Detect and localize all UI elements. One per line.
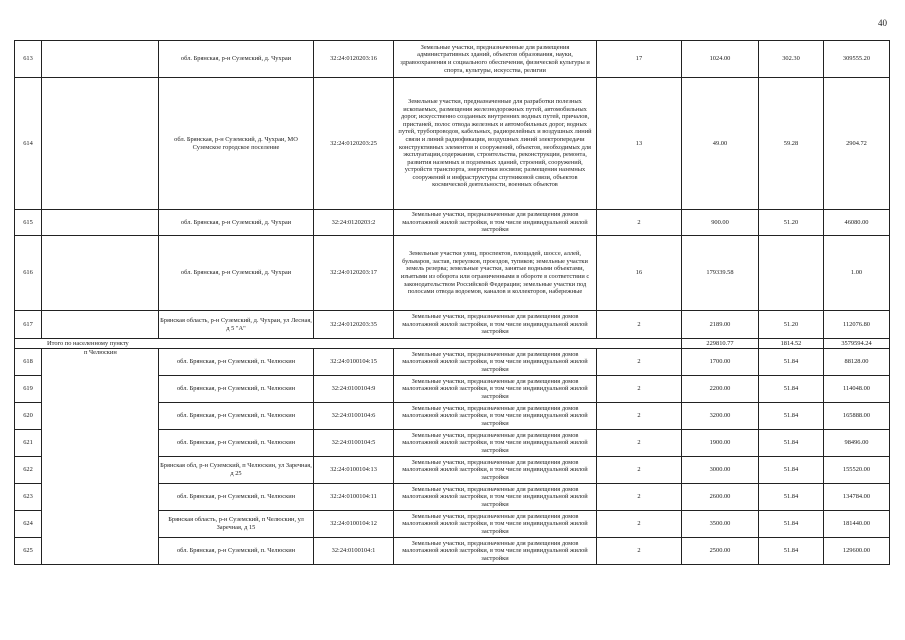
land-use-code: 2: [597, 430, 682, 457]
row-number: 617: [15, 311, 42, 339]
address-cell: обл. Брянская, р-н Суземский, п. Челюскин: [159, 349, 314, 376]
area-cell: 2600.00: [682, 484, 759, 511]
land-use-cell: Земельные участки, предназначенные для размещения административных зданий, объектов образования, науки, здравоохранения и социального обеспечения, физической культуры и спорта, культуры, искусства, религии: [394, 41, 597, 78]
area-cell: 1024.00: [682, 41, 759, 78]
cadastral-number: 32:24:0120203:16: [314, 41, 394, 78]
land-use-cell: Земельные участки, предназначенные для размещения домов малоэтажной жилой застройки, в том числе индивидуальной жилой застройки: [394, 430, 597, 457]
land-use-code: 2: [597, 376, 682, 403]
cadastral-number: 32:24:0100104:5: [314, 430, 394, 457]
cadastral-value-cell: 155520.00: [824, 457, 890, 484]
land-use-cell: Земельные участки, предназначенные для размещения домов малоэтажной жилой застройки, в том числе индивидуальной жилой застройки: [394, 403, 597, 430]
land-use-cell: Земельные участки, предназначенные для размещения домов малоэтажной жилой застройки, в том числе индивидуальной жилой застройки: [394, 376, 597, 403]
area-cell: 1700.00: [682, 349, 759, 376]
land-use-cell: Земельные участки, предназначенные для размещения домов малоэтажной жилой застройки, в том числе индивидуальной жилой застройки: [394, 484, 597, 511]
row-number: 622: [15, 457, 42, 484]
row-number: 625: [15, 538, 42, 565]
row-number: 615: [15, 210, 42, 236]
rate-cell: 51.20: [759, 311, 824, 339]
address-cell: Брянская обл, р-н Суземский, п Челюскин, ул Заречная, д 25: [159, 457, 314, 484]
total-value: 3579594.24: [824, 339, 890, 349]
settlement-label: п Челюскин: [42, 349, 159, 565]
area-cell: 3000.00: [682, 457, 759, 484]
address-cell: обл. Брянская, р-н Суземский, д. Чухраи: [159, 210, 314, 236]
area-cell: 3500.00: [682, 511, 759, 538]
rate-cell: 51.84: [759, 511, 824, 538]
land-use-code: 2: [597, 538, 682, 565]
cadastral-number: 32:24:0100104:13: [314, 457, 394, 484]
row-number: 624: [15, 511, 42, 538]
table-row: [15, 311, 890, 339]
address-cell: обл. Брянская, р-н Суземский, д. Чухраи: [159, 41, 314, 78]
area-cell: 900.00: [682, 210, 759, 236]
total-area: 229810.77: [682, 339, 759, 349]
rate-cell: 59.28: [759, 78, 824, 210]
land-use-cell: Земельные участки, предназначенные для размещения домов малоэтажной жилой застройки, в том числе индивидуальной жилой застройки: [394, 538, 597, 565]
table-row: [15, 41, 890, 78]
table-row: [15, 210, 890, 236]
rate-cell: 51.84: [759, 484, 824, 511]
row-number: 616: [15, 236, 42, 311]
area-cell: 2200.00: [682, 376, 759, 403]
land-use-cell: Земельные участки, предназначенные для размещения домов малоэтажной жилой застройки, в том числе индивидуальной жилой застройки: [394, 511, 597, 538]
cadastral-number: 32:24:0100104:9: [314, 376, 394, 403]
area-cell: 2500.00: [682, 538, 759, 565]
land-use-cell: Земельные участки, предназначенные для размещения домов малоэтажной жилой застройки, в том числе индивидуальной жилой застройки: [394, 210, 597, 236]
area-cell: 3200.00: [682, 403, 759, 430]
land-use-code: 2: [597, 484, 682, 511]
land-use-code: 16: [597, 236, 682, 311]
cadastral-value-cell: 309555.20: [824, 41, 890, 78]
blank-cell: [42, 210, 159, 236]
table-row: [15, 236, 890, 311]
address-cell: обл. Брянская, р-н Суземский, п. Челюскин: [159, 484, 314, 511]
total-rate: 1814.52: [759, 339, 824, 349]
address-cell: обл. Брянская, р-н Суземский, п. Челюскин: [159, 376, 314, 403]
rate-cell: 302.30: [759, 41, 824, 78]
page-number: 40: [878, 18, 887, 28]
cadastral-value-cell: 114048.00: [824, 376, 890, 403]
rate-cell: 51.84: [759, 457, 824, 484]
land-use-cell: Земельные участки, предназначенные для размещения домов малоэтажной жилой застройки, в том числе индивидуальной жилой застройки: [394, 349, 597, 376]
land-use-cell: Земельные участки, предназначенные для размещения домов малоэтажной жилой застройки, в том числе индивидуальной жилой застройки: [394, 311, 597, 339]
address-cell: Брянская область, р-н Суземский, п Челюскин, ул Заречная, д 15: [159, 511, 314, 538]
rate-cell: 51.84: [759, 376, 824, 403]
address-cell: обл. Брянская, р-н Суземский, п. Челюскин: [159, 538, 314, 565]
land-use-code: 13: [597, 78, 682, 210]
cadastral-number: 32:24:0120203:17: [314, 236, 394, 311]
blank-cell: [42, 78, 159, 210]
rate-cell: [759, 236, 824, 311]
row-number: 618: [15, 349, 42, 376]
cadastral-number: 32:24:0100104:6: [314, 403, 394, 430]
cadastral-number: 32:24:0100104:12: [314, 511, 394, 538]
cadastral-value-table: [14, 40, 890, 565]
cadastral-number: 32:24:0120203:35: [314, 311, 394, 339]
rate-cell: 51.84: [759, 349, 824, 376]
area-cell: 179339.58: [682, 236, 759, 311]
blank-cell: [42, 311, 159, 339]
cadastral-value-cell: 129600.00: [824, 538, 890, 565]
land-use-cell: Земельные участки, предназначенные для разработки полезных ископаемых, размещения железнодорожных путей, автомобильных дорог, искусственно созданных внутренних водных путей, причалов, пристаней, полос отвода железных и автомобильных дорог, водных путей, трубопроводов, кабельных, радиорелейных и воздушных линий связи и линий радиофикации, воздушных линий электропередачи конструктивных элементов и сооружений, объектов, необходимых для эксплуатации,содержания, строительства, реконструкции, ремонта, развития наземных и подземных зданий, строений, сооружений, устройств транспорта, энергетики иосвязи; размещения наземных сооружений и инфраструктуры спутниковой связи, объектов космической деятельности, военных объектов: [394, 78, 597, 210]
area-cell: 1900.00: [682, 430, 759, 457]
cadastral-number: 32:24:0120203:2: [314, 210, 394, 236]
cadastral-number: 32:24:0120203:25: [314, 78, 394, 210]
total-label: Итого по населенному пункту: [15, 339, 682, 349]
cadastral-value-cell: 1.00: [824, 236, 890, 311]
blank-cell: [42, 41, 159, 78]
land-use-code: 2: [597, 311, 682, 339]
address-cell: Брянская область, р-н Суземский, д. Чухраи, ул Лесная, д 5 "А": [159, 311, 314, 339]
rate-cell: 51.84: [759, 430, 824, 457]
address-cell: обл. Брянская, р-н Суземский, д. Чухраи: [159, 236, 314, 311]
table-row: [15, 78, 890, 210]
cadastral-value-cell: 98496.00: [824, 430, 890, 457]
cadastral-value-cell: 46080.00: [824, 210, 890, 236]
table-row: [15, 349, 890, 376]
address-cell: обл. Брянская, р-н Суземский, п. Челюскин: [159, 403, 314, 430]
row-number: 623: [15, 484, 42, 511]
cadastral-value-cell: 2904.72: [824, 78, 890, 210]
cadastral-number: 32:24:0100104:11: [314, 484, 394, 511]
blank-cell: [42, 236, 159, 311]
address-cell: обл. Брянская, р-н Суземский, д. Чухраи, МО Суземское городское поселение: [159, 78, 314, 210]
area-cell: 2189.00: [682, 311, 759, 339]
cadastral-value-cell: 165888.00: [824, 403, 890, 430]
total-row: [15, 339, 890, 349]
land-use-code: 2: [597, 210, 682, 236]
cadastral-number: 32:24:0100104:1: [314, 538, 394, 565]
land-use-code: 2: [597, 511, 682, 538]
row-number: 621: [15, 430, 42, 457]
area-cell: 49.00: [682, 78, 759, 210]
cadastral-value-cell: 112076.80: [824, 311, 890, 339]
land-use-code: 2: [597, 349, 682, 376]
cadastral-value-cell: 88128.00: [824, 349, 890, 376]
rate-cell: 51.84: [759, 538, 824, 565]
row-number: 620: [15, 403, 42, 430]
cadastral-number: 32:24:0100104:15: [314, 349, 394, 376]
land-use-code: 2: [597, 403, 682, 430]
address-cell: обл. Брянская, р-н Суземский, п. Челюскин: [159, 430, 314, 457]
rate-cell: 51.84: [759, 403, 824, 430]
land-use-cell: Земельные участки, предназначенные для размещения домов малоэтажной жилой застройки, в том числе индивидуальной жилой застройки: [394, 457, 597, 484]
rate-cell: 51.20: [759, 210, 824, 236]
row-number: 619: [15, 376, 42, 403]
land-use-code: 2: [597, 457, 682, 484]
cadastral-value-cell: 134784.00: [824, 484, 890, 511]
row-number: 613: [15, 41, 42, 78]
land-use-cell: Земельные участки улиц, проспектов, площадей, шоссе, аллей, бульваров, застав, переулков, проездов, тупиков; земельные участки земель резерва; земельные участки, занятые водными объектами, изъятыми из оборота или ограниченными в обороте в соответствии с законодательством Российской Федерации; земельные участки под полосами отвода водоемов, каналов и коллекторов, набережные: [394, 236, 597, 311]
land-use-code: 17: [597, 41, 682, 78]
row-number: 614: [15, 78, 42, 210]
cadastral-value-cell: 181440.00: [824, 511, 890, 538]
